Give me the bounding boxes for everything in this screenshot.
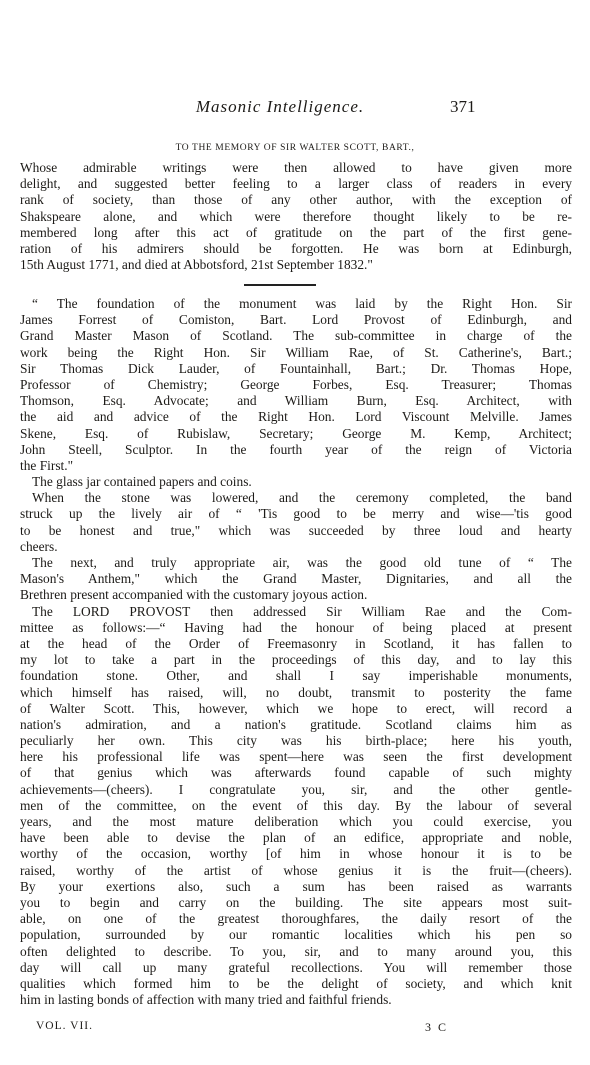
text-line: at the head of the Order of Freemasonry in Scotland, it has fallen to [20,635,572,651]
page-number: 371 [450,97,476,116]
text-line: you to begin and carry on the building. The site appears most suit- [20,894,572,910]
text-line: years, and the most mature deliberation which you could exercise, you [20,814,572,829]
text-line: worthy of the occasion, worthy [of him in whose honour it is to be [20,846,572,862]
text-line: delight, and suggested better feeling to a larger class of readers in every [20,176,572,192]
text-line: able, on one of the greatest thoroughfares, the daily resort of the [20,911,572,927]
text-line: achievements—(cheers). I congratulate you, sir, and the other gentle- [20,781,572,797]
text-line: day will call up many grateful recollections. You will remember those [20,959,572,975]
text-line: Grand Master Mason of Scotland. The sub-committee in charge of the [20,328,572,344]
text-line: membered long after this act of gratitude on the part of the first gene- [20,224,572,240]
text-line: which himself has raised, will, no doubt, transmit to posterity the fame [20,684,572,700]
text-line: my lot to take a part in the proceedings of this day, and to lay this [20,652,572,668]
inscription-text [20,160,572,273]
text-line: him in lasting bonds of affection with many tried and faithful friends. [20,992,392,1008]
text-line: nation's admiration, and a nation's gratitude. Scotland claims him as [20,716,572,732]
text-line: The LORD PROVOST then addressed Sir William Rae and the Com- [32,603,572,619]
text-line: mittee as follows:—“ Having had the honour of being placed at present [20,619,572,635]
running-title: Masonic Intelligence. [195,97,365,116]
text-line: rank of society, than those of any other author, with the exception of [20,192,572,208]
text-line: foundation stone. Other, and shall I say imperishable monuments, [20,668,572,684]
text-line: work being the Right Hon. Sir William Rae, of St. Catherine's, Bart.; [20,344,572,360]
text-line: qualities which formed him to be the delight of society, and which knit [20,975,572,991]
text-line: ration of his admirers should be forgotten. He was born at Edinburgh, [20,240,572,256]
text-line: of that genius which was afterwards found capable of such mighty [20,765,572,781]
text-line: “ The foundation of the monument was laid by the Right Hon. Sir [32,296,572,311]
text-line: Mason's Anthem," which the Grand Master, Dignitaries, and all the [20,571,572,587]
text-line: peculiarly her own. This city was his birth-place; here his youth, [20,733,572,749]
inscription-heading: TO THE MEMORY OF SIR WALTER SCOTT, BART., [175,143,415,153]
text-line: the First." [20,457,74,473]
text-line: Shakspeare alone, and which were therefore thought likely to be re- [20,208,572,224]
text-line: The next, and truly appropriate air, was the good old tune of “ The [32,555,572,570]
text-line: of Walter Scott. This, however, which we hope to erect, will record a [20,700,572,716]
text-line: Brethren present accompanied with the customary joyous action. [20,587,368,603]
text-line: Whose admirable writings were then allowed to have given more [20,160,572,175]
text-line: population, surrounded by our romantic localities which his pen so [20,927,572,943]
text-line: Skene, Esq. of Rubislaw, Secretary; George M. Kemp, Architect; [20,425,572,441]
text-line: cheers. [20,538,58,554]
text-line: Sir Thomas Dick Lauder, of Fountainhall, Bart.; Dr. Thomas Hope, [20,360,572,376]
text-line: to be honest and true," which was succeeded by three loud and hearty [20,522,572,538]
page-header [0,97,590,123]
volume-number: VOL. VII. [36,1020,94,1032]
page-footer [0,1020,590,1038]
text-line: When the stone was lowered, and the ceremony completed, the band [32,490,572,506]
text-line: struck up the lively air of “ 'Tis good to be merry and wise—'tis good [20,506,572,522]
text-line: The glass jar contained papers and coins. [32,474,252,490]
text-line: James Forrest of Comiston, Bart. Lord Provost of Edinburgh, and [20,312,572,328]
text-line: John Steell, Sculptor. In the fourth year of the reign of Victoria [20,441,572,457]
text-line: raised, worthy of the artist of whose genius it is the fruit—(cheers). [20,862,572,878]
text-line: Thomson, Esq. Advocate; and William Burn, Esq. Architect, with [20,393,572,409]
text-line: often delighted to describe. To you, sir, and to many around you, this [20,943,572,959]
signature-mark: 3 C [425,1020,449,1034]
text-line: Professor of Chemistry; George Forbes, Esq. Treasurer; Thomas [20,376,572,392]
text-line: men of the committee, on the event of this day. By the labour of several [20,797,572,813]
text-line: 15th August 1771, and died at Abbotsford, 21st September 1832." [20,257,373,273]
text-line: By your exertions also, such a sum has been raised as warrants [20,878,572,894]
section-divider [244,284,316,286]
text-line: have been able to devise the plan of an edifice, appropriate and noble, [20,830,572,846]
body-text [20,296,572,1008]
text-line: here his professional life was spent—here was seen the first development [20,749,572,765]
text-line: the aid and advice of the Right Hon. Lord Viscount Melville. James [20,409,572,425]
